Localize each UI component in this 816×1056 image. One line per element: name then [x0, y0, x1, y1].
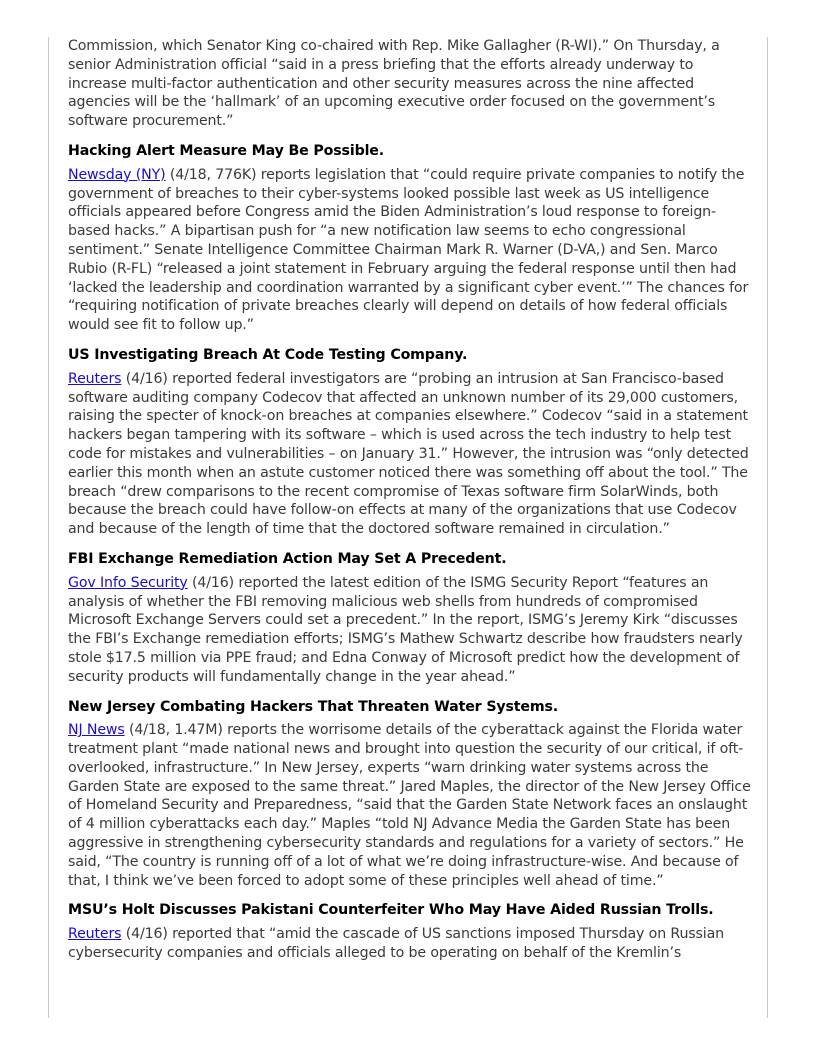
story-msu-holt — [68, 901, 752, 962]
intro-paragraph: Commission, which Senator King co-chaired with Rep. Mike Gallagher (R-WI).” On Thursday, a senior Administration official “said in a press briefing that the efforts already underway to increase multi-factor authentication and other security measures across the nine affected agencies will be the ‘hallmark’ of an upcoming executive order focused on the government’s software procurement.” — [68, 38, 720, 130]
story-body — [68, 721, 752, 890]
story-text: (4/16) reported federal investigators are “probing an intrusion at San Francisco-based software auditing company Codecov that affected an unknown number of its 29,000 customers, raising the specter of knock-on breaches at companies elsewhere.” Codecov “said in a statement hackers began tampering with its software – which is used across the tech industry to help test code for mistakes and vulnerabilities – on January 31.” However, the intrusion was “only detected earlier this month when an astute customer noticed there was something off about the tool.” The breach “drew comparisons to the recent compromise of Texas software firm SolarWinds, both because the breach could have follow-on effects at many of the organizations that use Codecov and because of the length of time that the doctored software remained in circulation.” — [68, 370, 749, 538]
story-text: (4/18, 776K) reports legislation that “could require private companies to notify the government of breaches to their cyber-systems looked possible last week as US intelligence officials appeared before Congress amid the Biden Administration’s loud response to foreign-based hacks.” A bipartisan push for “a new notification law seems to echo congressional sentiment.” Senate Intelligence Committee Chairman Mark R. Warner (D-VA,) and Sen. Marco Rubio (R-FL) “released a joint statement in February arguing the federal response until then had ‘lacked the leadership and coordination warranted by a significant cyber event.’” The chances for “requiring notification of private breaches clearly will depend on details of how federal officials would see fit to follow up.” — [68, 166, 749, 334]
source-link[interactable]: NJ News — [68, 722, 125, 739]
story-headline: Hacking Alert Measure May Be Possible. — [68, 142, 384, 159]
story-body — [68, 370, 752, 539]
story-fbi-exchange — [68, 550, 752, 687]
story-body — [68, 166, 752, 335]
document-content — [68, 37, 752, 963]
story-headline: New Jersey Combating Hackers That Threaten Water Systems. — [68, 698, 559, 715]
story-headline: US Investigating Breach At Code Testing Company. — [68, 346, 468, 363]
story-headline: MSU’s Holt Discusses Pakistani Counterfeiter Who May Have Aided Russian Trolls. — [68, 902, 714, 919]
story-text: (4/18, 1.47M) reports the worrisome details of the cyberattack against the Florida water treatment plant “made national news and brought into question the security of our critical, if oft-overlooked, infrastructure.” In New Jersey, experts “warn drinking water systems across the Garden State are exposed to the same threat.” Jared Maples, the director of the New Jersey Office of Homeland Security and Preparedness, “said that the Garden State Network faces an onslaught of 4 million cyberattacks each day.” Maples “told NJ Advance Media the Garden State has been aggressive in strengthening cybersecurity standards and regulations for a variety of sectors.” He said, “The country is running off of a lot of what we’re doing infrastructure-wise. And because of that, I think we’ve been forced to adopt some of these principles well ahead of time.” — [68, 722, 751, 889]
story-hacking-alert — [68, 142, 752, 335]
story-headline: FBI Exchange Remediation Action May Set A Precedent. — [68, 550, 507, 567]
story-codecov-breach — [68, 346, 752, 539]
story-body — [68, 574, 752, 687]
story-text: (4/16) reported that “amid the cascade of US sanctions imposed Thursday on Russian cybersecurity companies and officials alleged to be operating on behalf of the Kremlin’s — [68, 926, 724, 962]
source-link[interactable]: Gov Info Security — [68, 574, 188, 591]
story-text: (4/16) reported the latest edition of the ISMG Security Report “features an analysis of whether the FBI removing malicious web shells from hundreds of compromised Microsoft Exchange Servers could set a precedent.” In the report, ISMG’s Jeremy Kirk “discusses the FBI’s Exchange remediation efforts; ISMG’s Mathew Schwartz describe how fraudsters nearly stole $17.5 million via PPE fraud; and Edna Conway of Microsoft predict how the development of security products will fundamentally change in the year ahead.” — [68, 574, 743, 685]
story-body — [68, 925, 752, 963]
source-link[interactable]: Reuters — [68, 370, 122, 387]
story-nj-water — [68, 698, 752, 891]
source-link[interactable]: Newsday (NY) — [68, 166, 166, 183]
source-link[interactable]: Reuters — [68, 926, 122, 943]
